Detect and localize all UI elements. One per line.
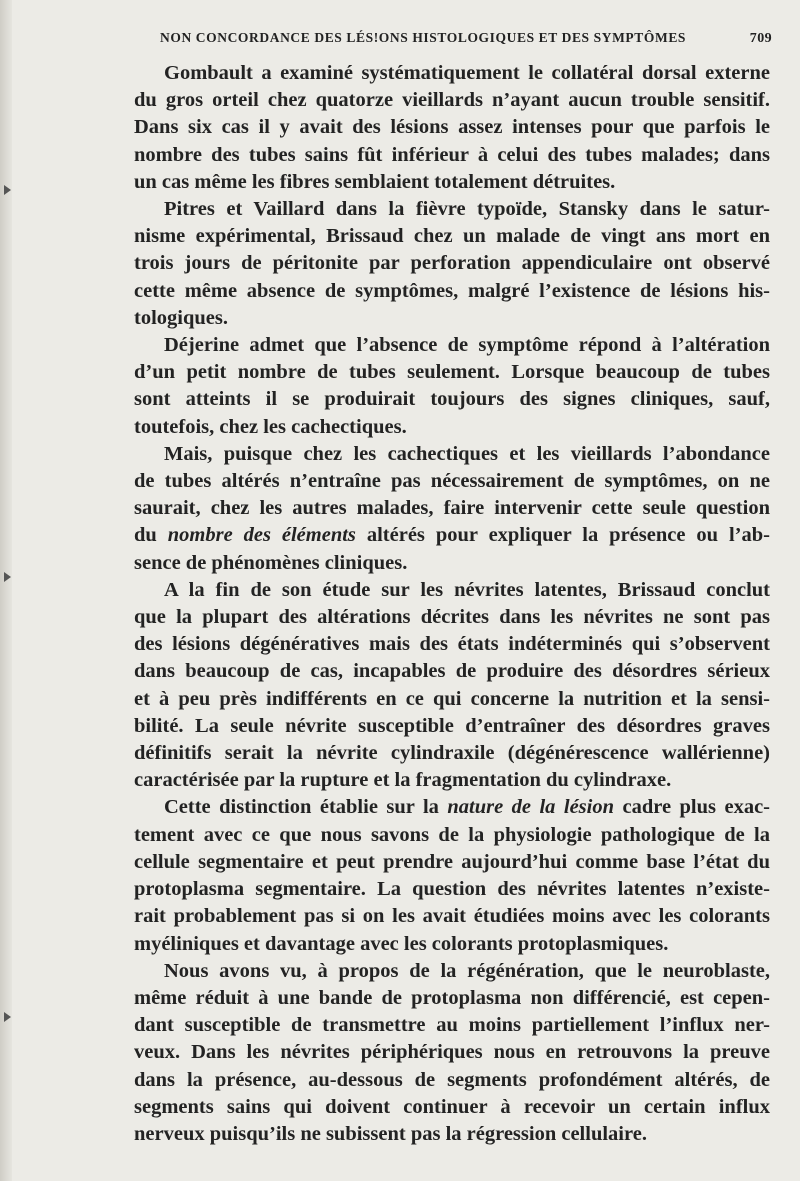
text-line: A la fin de son étude sur les névrites latentes, Brissaud conclut: [164, 578, 770, 601]
running-title: NON CONCORDANCE DES LÉS!ONS HISTOLOGIQUES ET DES SYMPTÔMES: [160, 30, 687, 45]
margin-arrow-icon: [4, 1012, 11, 1022]
paragraph-gombault: [134, 60, 770, 196]
text-line-mixed: [134, 522, 770, 549]
text-line: de tubes altérés n’entraîne pas nécessairement de symptômes, on ne: [134, 470, 770, 493]
text-line: tologiques.: [134, 306, 228, 329]
text-line: sence de phénomènes cliniques.: [134, 551, 408, 574]
text-line: tement avec ce que nous savons de la physiologie pathologique de la: [134, 823, 770, 846]
page-number: 709: [749, 31, 772, 46]
text-line: myéliniques et davantage avec les colorants protoplasmiques.: [134, 932, 669, 955]
paragraph-neuroblaste: [134, 958, 770, 1148]
italic-term: nature de la lésion: [447, 796, 615, 819]
paragraph-cachectiques: [134, 441, 770, 577]
text-line: du gros orteil chez quatorze vieillards n’ayant aucun trouble sensitif.: [134, 89, 770, 112]
page-body: [134, 60, 770, 1148]
text-line: caractérisée par la rupture et la fragmentation du cylindraxe.: [134, 769, 672, 792]
text-line: même réduit à une bande de protoplasma non différencié, est cepen-: [134, 986, 770, 1009]
text-line: des lésions dégénératives mais des états indéterminés qui s’observent: [134, 633, 770, 656]
text-line: Dans six cas il y avait des lésions assez intenses pour que parfois le: [134, 116, 770, 139]
text-line: cette même absence de symptômes, malgré l’existence de lésions his-: [134, 279, 770, 302]
text-line: dans la présence, au-dessous de segments profondément altérés, de: [134, 1068, 770, 1091]
text-run: Cette distinction établie sur la: [164, 796, 448, 819]
text-line: Pitres et Vaillard dans la fièvre typoïde, Stansky dans le satur-: [164, 198, 770, 221]
text-line: Mais, puisque chez les cachectiques et les vieillards l’abondance: [164, 442, 770, 465]
paragraph-brissaud: [134, 577, 770, 795]
text-line: Nous avons vu, à propos de la régénération, que le neuroblaste,: [164, 959, 770, 982]
text-line: sont atteints il se produirait toujours des signes cliniques, sauf,: [134, 388, 770, 411]
margin-arrow-icon: [4, 185, 11, 195]
text-line: définitifs serait la névrite cylindraxile (dégénérescence wallérienne): [134, 742, 770, 765]
text-run: altérés pour expliquer la présence ou l’ab-: [355, 524, 770, 547]
paragraph-pitres: [134, 196, 770, 332]
text-line: nombre des tubes sains fût inférieur à celui des tubes malades; dans: [134, 143, 770, 166]
text-line: et à peu près indifférents en ce qui concerne la nutrition et la sensi-: [134, 687, 770, 710]
running-header: [160, 30, 772, 47]
text-run: cadre plus exac-: [614, 796, 770, 819]
text-line: rait probablement pas si on les avait étudiées moins avec les colorants: [134, 905, 770, 928]
text-line: bilité. La seule névrite susceptible d’entraîner des désordres graves: [134, 714, 770, 737]
text-line: Déjerine admet que l’absence de symptôme répond à l’altération: [164, 334, 770, 357]
margin-arrow-icon: [4, 572, 11, 582]
page-binding-edge: [0, 0, 12, 1181]
text-line: toutefois, chez les cachectiques.: [134, 415, 407, 438]
text-run: du: [134, 524, 168, 547]
text-line: cellule segmentaire et peut prendre aujourd’hui comme base l’état du: [134, 850, 770, 873]
paragraph-dejerine: [134, 332, 770, 441]
text-line: d’un petit nombre de tubes seulement. Lorsque beaucoup de tubes: [134, 361, 770, 384]
text-line: veux. Dans les névrites périphériques nous en retrouvons la preuve: [134, 1041, 770, 1064]
text-line: protoplasma segmentaire. La question des névrites latentes n’existe-: [134, 878, 770, 901]
text-line: dans beaucoup de cas, incapables de produire des désordres sérieux: [134, 660, 770, 683]
text-line-mixed: [134, 794, 770, 821]
text-line: dant susceptible de transmettre au moins partiellement l’influx ner-: [134, 1014, 770, 1037]
text-line: segments sains qui doivent continuer à recevoir un certain influx: [134, 1095, 770, 1118]
italic-term: nombre des éléments: [167, 524, 356, 547]
text-line: un cas même les fibres semblaient totalement détruites.: [134, 170, 616, 193]
text-line: trois jours de péritonite par perforation appendiculaire ont observé: [134, 252, 770, 275]
text-line: nisme expérimental, Brissaud chez un malade de vingt ans mort en: [134, 225, 770, 248]
text-line: nerveux puisqu’ils ne subissent pas la régression cellulaire.: [134, 1122, 647, 1145]
text-line: que la plupart des altérations décrites dans les névrites ne sont pas: [134, 606, 770, 629]
text-line: saurait, chez les autres malades, faire intervenir cette seule question: [134, 497, 770, 520]
text-line: Gombault a examiné systématiquement le collatéral dorsal externe: [164, 62, 770, 84]
paragraph-distinction: [134, 794, 770, 957]
